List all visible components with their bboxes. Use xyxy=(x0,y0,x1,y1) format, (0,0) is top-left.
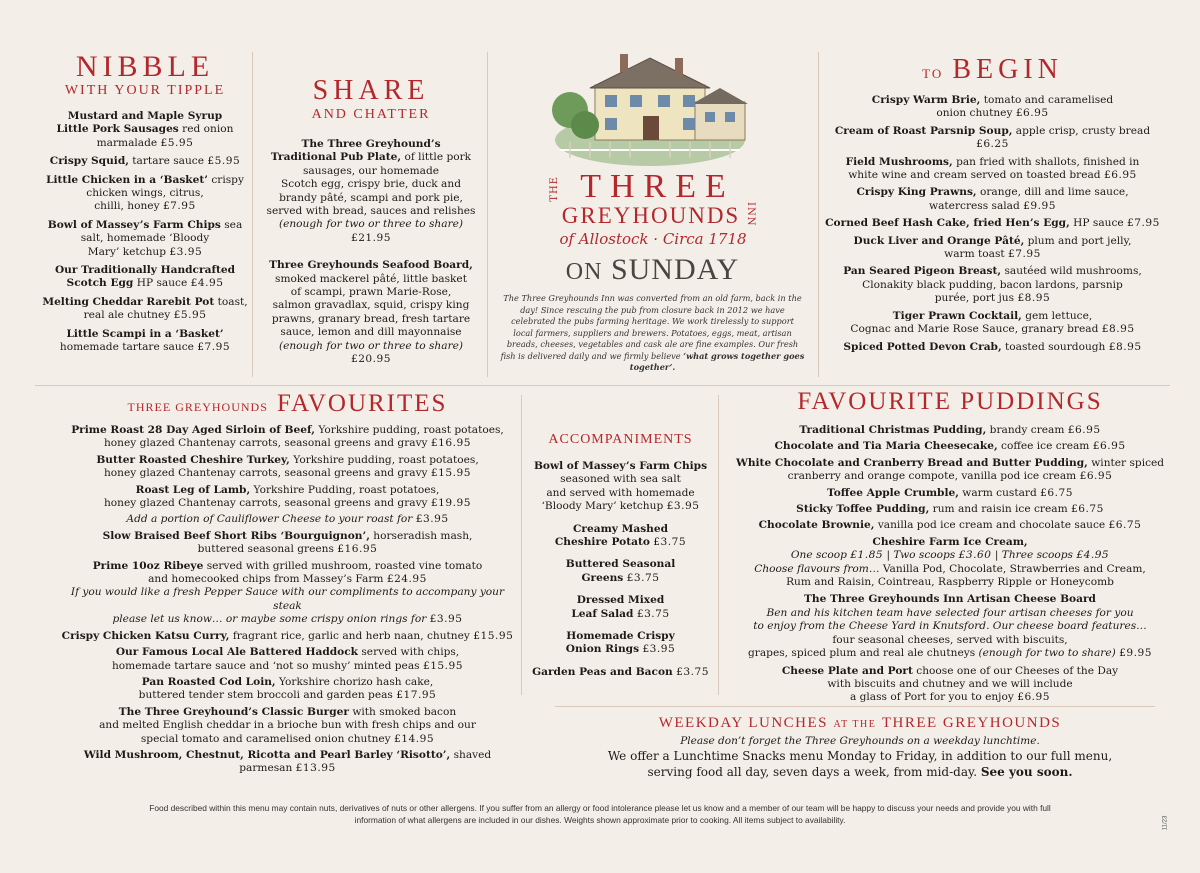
pudding-item-desc: vanilla pod ice cream and chocolate sauce xyxy=(877,519,1106,532)
share-item-note: (enough for two or three to share) xyxy=(278,218,464,231)
begin-item xyxy=(825,217,1160,230)
favourite-item xyxy=(60,484,515,511)
logo-three: THREE xyxy=(580,168,735,205)
nibble-item-price: £7.95 xyxy=(162,200,196,213)
favourite-item xyxy=(60,560,515,627)
pudding-item-desc: winter spiced cranberry and orange compote, vanilla pod ice cream xyxy=(787,456,1165,483)
begin-item-price: £8.95 xyxy=(1108,340,1142,353)
favourite-item-desc: Yorkshire pudding, roast potatoes, honey glazed Chantenay carrots, seasonal greens and gravy xyxy=(103,453,479,480)
nibble-subtitle: WITH YOUR TIPPLE xyxy=(64,83,226,98)
accompaniment-item-price: £3.75 xyxy=(626,571,660,584)
accompaniment-item-price: £3.95 xyxy=(642,643,676,656)
logo-greyhounds: GREYHOUNDS xyxy=(561,203,741,228)
intro-body: The Three Greyhounds Inn was converted from an old farm, back in the day! Since rescuing the pub from closure back in 2012 we have celebrated the pubs farming heritage. We work tirelessly to support local farmers, suppliers and brewers. Potatoes, eggs, meat, artisan breads, cheeses, vegetables and cask ale are fine examples. Our fresh fish is delivered daily and we firmly believe xyxy=(500,293,802,361)
favourite-item-name: Slow Braised Beef Short Ribs ‘Bourguignon’, xyxy=(102,529,370,542)
one-scoop-label: One scoop xyxy=(790,549,847,562)
port-line xyxy=(725,665,1175,705)
accompaniment-item-name: Dressed Mixed Leaf Salad xyxy=(571,594,665,620)
begin-title xyxy=(825,54,1160,86)
begin-item-name: Duck Liver and Orange Pâté, xyxy=(853,234,1025,247)
nibble-item xyxy=(40,296,250,323)
pudding-item-name: Chocolate Brownie, xyxy=(758,519,875,532)
weekday-title-b: AT THE xyxy=(833,719,877,730)
pub-logo xyxy=(545,170,760,295)
pudding-item-price: £6.95 xyxy=(1079,470,1113,483)
intro-emphasis: ‘what grows together goes together’. xyxy=(629,350,805,372)
ice-cream-name: Cheshire Farm Ice Cream, xyxy=(872,535,1028,548)
begin-item-name: Cream of Roast Parsnip Soup, xyxy=(834,124,1013,137)
share-item-note: (enough for two or three to share) xyxy=(278,339,464,352)
pudding-item xyxy=(725,503,1175,516)
puddings-title: FAVOURITE PUDDINGS xyxy=(797,388,1103,415)
accompaniment-item xyxy=(528,558,713,585)
nibble-item-name: Melting Cheddar Rarebit Pot xyxy=(42,295,215,308)
cheese-board-item xyxy=(725,593,1175,660)
favourite-item-price: £3.95 xyxy=(415,513,449,526)
pudding-item-desc: coffee ice cream xyxy=(1001,440,1090,453)
begin-item-name: Pan Seared Pigeon Breast, xyxy=(843,265,1002,278)
begin-item-desc: orange, dill and lime sauce, watercress salad xyxy=(929,186,1129,212)
begin-item xyxy=(825,156,1160,183)
accompaniments-title: ACCOMPANIMENTS xyxy=(548,432,693,447)
favourite-item xyxy=(60,530,515,557)
ice-cream-flavour-list: Vanilla Pod, Chocolate, Strawberries and Cream, Rum and Raisin, Cointreau, Raspberry Ripple or Honeycomb xyxy=(786,562,1146,589)
logo-inn: INN xyxy=(745,202,756,227)
nibble-item-desc: crispy chicken wings, citrus, chilli, honey xyxy=(86,173,244,213)
favourite-item-desc: with smoked bacon and melted English cheddar in a brioche bun with fresh chips and our special tomato and caramelised onion chutney xyxy=(99,705,476,745)
weekday-italic: Please don’t forget the Three Greyhounds on a weekday lunchtime. xyxy=(680,735,1040,747)
divider xyxy=(35,385,1170,386)
weekday-section xyxy=(560,714,1160,780)
favourites-section xyxy=(60,390,515,779)
favourite-item-desc: served with chips, homemade tartare sauce and ‘not so mushy’ minted peas xyxy=(111,646,460,672)
begin-section xyxy=(825,54,1160,358)
port-item xyxy=(725,665,1175,705)
favourite-item-name: Our Famous Local Ale Battered Haddock xyxy=(115,646,358,659)
favourite-item xyxy=(60,646,515,673)
begin-item-price: £6.95 xyxy=(1103,169,1137,182)
favourite-item-price: £19.95 xyxy=(430,497,471,510)
favourite-item-price: £14.95 xyxy=(394,732,435,745)
begin-item-name: Field Mushrooms, xyxy=(845,155,953,168)
begin-item-name: Corned Beef Hash Cake, fried Hen’s Egg, xyxy=(825,217,1070,230)
port-name: Cheese Plate and Port xyxy=(781,664,913,677)
nibble-item xyxy=(40,264,250,291)
accompaniment-item-name: Creamy Mashed Cheshire Potato xyxy=(554,522,669,549)
share-item-price: £20.95 xyxy=(350,353,392,366)
begin-item xyxy=(825,186,1160,213)
cheese-board-desc-line xyxy=(725,634,1175,661)
divider xyxy=(818,52,819,377)
pudding-item xyxy=(725,424,1175,437)
begin-title-big: BEGIN xyxy=(952,54,1063,85)
favourite-item-price: £24.95 xyxy=(386,573,427,586)
favourite-item-price: £13.95 xyxy=(295,762,336,775)
weekday-bold: See you soon. xyxy=(980,765,1073,779)
favourites-title-big: FAVOURITES xyxy=(276,390,448,417)
port-price: £6.95 xyxy=(1017,691,1051,704)
accompaniment-item xyxy=(528,594,713,621)
nibble-item-name: Crispy Squid, xyxy=(49,155,129,168)
nibble-item-desc: sea salt, homemade ‘Bloody Mary’ ketchup xyxy=(80,218,243,258)
favourite-item xyxy=(60,424,515,451)
nibble-item-price: £7.95 xyxy=(197,341,231,354)
weekday-title-a: WEEKDAY LUNCHES xyxy=(658,715,829,731)
ice-cream-choose: Choose flavours from… xyxy=(754,562,880,575)
logo-the: THE xyxy=(549,176,560,202)
cheese-board-price: £9.95 xyxy=(1119,647,1152,660)
divider xyxy=(718,395,719,695)
nibble-item xyxy=(40,328,250,355)
favourite-item-price: £16.95 xyxy=(337,543,378,556)
begin-item-name: Crispy Warm Brie, xyxy=(871,94,981,106)
nibble-item xyxy=(40,174,250,214)
puddings-section xyxy=(725,388,1175,711)
begin-item xyxy=(825,94,1160,121)
pub-illustration xyxy=(550,50,750,170)
nibble-title: NIBBLE xyxy=(75,50,215,83)
share-subtitle: AND CHATTER xyxy=(311,107,431,122)
favourite-item-desc: served with grilled mushroom, roasted vine tomato and homecooked chips from Massey’s Farm xyxy=(148,559,483,586)
begin-item-price: £8.95 xyxy=(1101,323,1135,336)
pudding-item-name: White Chocolate and Cranberry Bread and Butter Pudding, xyxy=(735,456,1088,469)
pudding-item-desc: rum and raisin ice cream xyxy=(932,503,1068,516)
begin-item-desc: plum and port jelly, warm toast xyxy=(944,234,1132,261)
accompaniment-item-price: £3.75 xyxy=(653,536,687,549)
version-code: 11/23 xyxy=(1162,815,1169,831)
accompaniment-item-desc: seasoned with sea salt and served with homemade ‘Bloody Mary’ ketchup xyxy=(541,473,695,513)
begin-item-price: £6.95 xyxy=(1015,107,1049,120)
favourite-item-desc: Yorkshire pudding, roast potatoes, honey glazed Chantenay carrots, seasonal greens and gravy xyxy=(103,424,504,450)
three-scoop-label: Three scoops xyxy=(1001,549,1073,562)
weekday-text: We offer a Lunchtime Snacks menu Monday to Friday, in addition to our full menu, serving food all day, seven days a week, from mid-day. xyxy=(607,749,1113,779)
favourite-item-desc: fragrant rice, garlic and herb naan, chutney xyxy=(232,629,470,642)
accompaniment-item-price: £3.95 xyxy=(666,500,700,513)
pudding-item-name: Toffee Apple Crumble, xyxy=(827,486,959,499)
favourite-item-price: £17.95 xyxy=(396,689,437,702)
nibble-item-desc: tartare sauce xyxy=(132,155,204,168)
nibble-item xyxy=(40,110,250,150)
share-item-desc: smoked mackerel pâté, little basket of scampi, prawn Marie-Rose, salmon gravadlax, squid, crispy king prawns, granary bread, fresh tartare sauce, lemon and dill mayonnaise xyxy=(271,272,471,339)
nibble-item-price: £5.95 xyxy=(207,155,241,168)
cheese-board-intro: Ben and his kitchen team have selected four artisan cheeses for you to enjoy from the Cheese Yard in Knutsford. Our cheese board features… xyxy=(753,606,1147,633)
two-scoop-price: £3.60 xyxy=(958,549,992,562)
pudding-item xyxy=(725,440,1175,453)
favourite-item-price: £3.95 xyxy=(429,613,463,626)
cheese-board-name: The Three Greyhounds Inn Artisan Cheese Board xyxy=(804,593,1096,606)
favourite-item-name: Butter Roasted Cheshire Turkey, xyxy=(96,453,290,466)
favourite-item-name: Prime Roast 28 Day Aged Sirloin of Beef, xyxy=(71,424,315,436)
nibble-item-name: Little Scampi in a ‘Basket’ xyxy=(66,327,224,340)
nibble-item-price: £5.95 xyxy=(160,136,194,149)
favourite-item xyxy=(60,630,515,643)
logo-on: ON xyxy=(565,259,603,285)
begin-item-desc: gem lettuce, Cognac and Marie Rose Sauce, granary bread xyxy=(850,309,1099,336)
share-item-name: Three Greyhounds Seafood Board, xyxy=(269,259,473,272)
begin-item xyxy=(825,310,1160,337)
nibble-item-desc: red onion marmalade xyxy=(96,123,234,149)
pudding-item-name: Traditional Christmas Pudding, xyxy=(799,424,987,436)
begin-item xyxy=(825,125,1160,152)
pudding-item xyxy=(725,519,1175,532)
two-scoop-label: Two scoops xyxy=(893,549,956,562)
favourite-item-name: Roast Leg of Lamb, xyxy=(135,483,251,496)
favourite-item xyxy=(60,513,515,526)
nibble-item-name: Little Chicken in a ‘Basket’ xyxy=(46,173,208,186)
begin-item-price: £7.95 xyxy=(1008,248,1041,261)
pudding-item-price: £6.75 xyxy=(1108,519,1142,532)
divider xyxy=(521,395,522,695)
nibble-item xyxy=(40,155,250,168)
begin-item-name: Tiger Prawn Cocktail, xyxy=(892,309,1022,322)
accompaniment-item-name: Buttered Seasonal Greens xyxy=(565,558,676,584)
favourite-item xyxy=(60,676,515,703)
nibble-item xyxy=(40,219,250,259)
pudding-item-price: £6.95 xyxy=(1092,440,1126,453)
ice-cream-item xyxy=(725,536,1175,590)
favourite-item-desc: horseradish mash, buttered seasonal greens xyxy=(197,529,473,556)
nibble-item-desc: toast, real ale chutney xyxy=(83,295,248,322)
cheese-board-desc: four seasonal cheeses, served with biscuits, grapes, spiced plum and real ale chutneys xyxy=(748,633,1068,660)
favourite-item-name: Wild Mushroom, Chestnut, Ricotta and Pearl Barley ‘Risotto’, xyxy=(83,748,451,761)
pudding-item-price: £6.95 xyxy=(1067,424,1101,436)
begin-item-desc: pan fried with shallots, finished in white wine and cream served on toasted bread xyxy=(848,155,1140,182)
favourite-item xyxy=(60,706,515,746)
favourites-title-small: THREE GREYHOUNDS xyxy=(127,400,268,414)
begin-item-name: Crispy King Prawns, xyxy=(856,186,977,199)
nibble-item-desc: homemade tartare sauce xyxy=(59,341,194,354)
begin-item-price: £7.95 xyxy=(1127,217,1160,230)
nibble-item-price: £5.95 xyxy=(173,309,207,322)
pudding-item xyxy=(725,487,1175,500)
begin-item-desc: HP sauce xyxy=(1073,217,1124,230)
weekday-title-c: THREE GREYHOUNDS xyxy=(881,715,1062,731)
nibble-item-price: £3.95 xyxy=(169,245,203,258)
pudding-item xyxy=(725,457,1175,484)
accompaniment-item xyxy=(528,630,713,657)
accompaniment-item xyxy=(528,666,713,679)
pudding-item-desc: warm custard xyxy=(962,486,1037,499)
logo-sunday: SUNDAY xyxy=(610,253,740,286)
accompaniment-item xyxy=(528,460,713,514)
ice-cream-flavours xyxy=(725,563,1175,590)
favourite-item xyxy=(60,454,515,481)
share-item xyxy=(258,259,484,366)
favourites-title xyxy=(60,390,515,418)
accompaniment-item-price: £3.75 xyxy=(636,607,670,620)
favourite-item-note: If you would like a fresh Pepper Sauce with our compliments to accompany your steak please let us know… or maybe some crispy onion rings for xyxy=(70,586,505,626)
pudding-item-price: £6.75 xyxy=(1071,503,1104,516)
weekday-title xyxy=(560,714,1160,732)
share-title: SHARE xyxy=(312,75,430,106)
favourite-item-name: The Three Greyhound’s Classic Burger xyxy=(118,705,349,718)
intro-text xyxy=(500,293,805,374)
accompaniment-item-name: Garden Peas and Bacon xyxy=(532,665,673,678)
ice-cream-prices: One scoop £1.85 | Two scoops £3.60 | Three scoops £4.95 xyxy=(790,549,1110,562)
share-item-name: The Three Greyhound’s Traditional Pub Plate, xyxy=(270,138,441,164)
favourite-item-price: £16.95 xyxy=(430,437,471,450)
begin-item xyxy=(825,235,1160,262)
three-scoop-price: £4.95 xyxy=(1076,549,1110,562)
pudding-item-price: £6.75 xyxy=(1040,486,1073,499)
begin-item-price: £8.95 xyxy=(1017,292,1051,305)
favourite-item xyxy=(60,749,515,776)
nibble-item-name: Bowl of Massey’s Farm Chips xyxy=(47,218,221,231)
nibble-item-price: £4.95 xyxy=(190,277,224,290)
share-item xyxy=(258,138,484,245)
one-scoop-price: £1.85 xyxy=(850,549,884,562)
favourite-item-note: Add a portion of Cauliflower Cheese to your roast for xyxy=(126,513,413,526)
favourite-item-desc: Yorkshire chorizo hash cake, buttered tender stem broccoli and garden peas xyxy=(138,675,434,702)
cheese-board-note: (enough for two to share) xyxy=(978,647,1116,660)
pudding-item-name: Chocolate and Tia Maria Cheesecake, xyxy=(774,440,998,453)
nibble-item-desc: HP sauce xyxy=(136,277,188,290)
favourite-item-name: Crispy Chicken Katsu Curry, xyxy=(61,629,230,642)
favourite-item-price: £15.95 xyxy=(473,629,514,642)
favourite-item-desc: shaved parmesan xyxy=(239,748,492,775)
nibble-item-name: Our Traditionally Handcrafted Scotch Egg xyxy=(54,264,236,290)
logo-on-sunday xyxy=(545,254,760,288)
begin-item-desc: tomato and caramelised onion chutney xyxy=(936,94,1114,120)
begin-title-small: TO xyxy=(922,66,944,81)
begin-item-name: Spiced Potted Devon Crab, xyxy=(843,340,1002,353)
share-item-price: £21.95 xyxy=(350,231,392,244)
begin-item-desc: toasted sourdough xyxy=(1005,340,1106,353)
begin-item-desc: apple crisp, crusty bread xyxy=(1015,124,1151,137)
begin-item xyxy=(825,265,1160,305)
begin-item-price: £9.95 xyxy=(1023,199,1056,212)
accompaniment-item-price: £3.75 xyxy=(676,665,709,678)
divider xyxy=(487,52,488,377)
share-item-desc: of little pork sausages, our homemade Scotch egg, crispy brie, duck and brandy pâté, scampi and pork pie, served with bread, sauces and relishes xyxy=(266,151,476,218)
favourite-item-name: Prime 10oz Ribeye xyxy=(92,559,204,572)
pudding-item-desc: brandy cream xyxy=(989,424,1065,436)
allergen-footer: Food described within this menu may contain nuts, derivatives of nuts or other allergens. If you suffer from an allergy or food intolerance please let us know and a member of our team will be happy to discuss your needs and provide you with full information of what allergens are included in our dishes. Weights shown approximate prior to cooking. All items subject to availability. xyxy=(149,803,1051,825)
accompaniment-item-name: Homemade Crispy Onion Rings xyxy=(565,630,675,656)
favourite-item-name: Pan Roasted Cod Loin, xyxy=(141,675,276,688)
weekday-text-block xyxy=(560,748,1160,780)
nibble-item-name: Mustard and Maple Syrup Little Pork Sausages xyxy=(56,110,223,136)
share-section xyxy=(258,76,484,381)
logo-tagline: of Allostock · Circa 1718 xyxy=(559,230,747,248)
divider xyxy=(252,52,253,377)
favourite-item-desc: Yorkshire Pudding, roast potatoes, honey glazed Chantenay carrots, seasonal greens and gravy xyxy=(103,483,440,510)
accompaniment-item-name: Bowl of Massey’s Farm Chips xyxy=(533,460,708,472)
begin-item-price: £6.25 xyxy=(976,138,1009,151)
favourite-item-price: £15.95 xyxy=(422,659,464,672)
accompaniments-section xyxy=(528,432,713,688)
begin-item xyxy=(825,341,1160,354)
favourite-item-price: £15.95 xyxy=(430,467,471,480)
begin-item-desc: sautéed wild mushrooms, Clonakity black pudding, bacon lardons, parsnip purée, port jus xyxy=(862,265,1142,305)
port-desc: choose one of our Cheeses of the Day with biscuits and chutney and we will include a glass of Port for you to enjoy xyxy=(827,664,1119,704)
nibble-section xyxy=(40,52,250,360)
accompaniment-item xyxy=(528,523,713,550)
pudding-item-name: Sticky Toffee Pudding, xyxy=(796,503,930,516)
